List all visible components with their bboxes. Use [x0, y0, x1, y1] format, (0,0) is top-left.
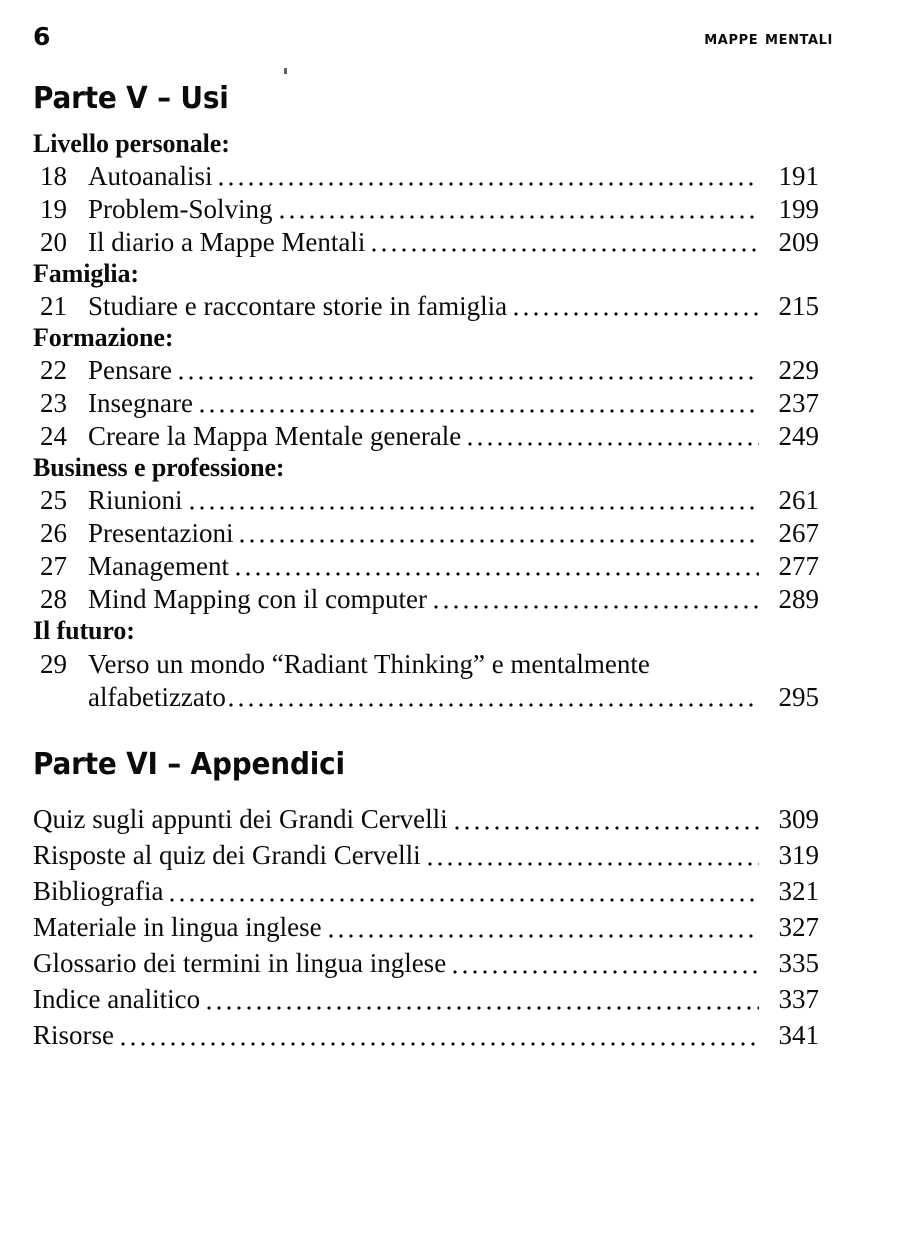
- dot-leader: [465, 426, 759, 453]
- chapter-title: Riunioni: [88, 485, 183, 516]
- chapter-number: 22: [40, 355, 67, 386]
- dot-leader: [277, 199, 759, 226]
- toc-entry[interactable]: [33, 160, 819, 193]
- chapter-number: 23: [40, 388, 67, 419]
- toc-entry[interactable]: [33, 909, 819, 945]
- chapter-number: 29: [40, 648, 67, 679]
- chapter-number: 25: [40, 485, 67, 516]
- section-il-futuro: [33, 616, 819, 713]
- part-title-vi: Parte VI – Appendici: [33, 746, 345, 782]
- entry-page-number: 319: [778, 839, 819, 870]
- entry-page-number: 295: [778, 681, 819, 712]
- entry-page-number: 321: [778, 875, 819, 906]
- dot-leader: [233, 556, 759, 583]
- section-heading: Formazione:: [33, 323, 174, 353]
- toc-entry[interactable]: [33, 801, 819, 837]
- entry-page-number: 215: [778, 291, 819, 322]
- chapter-title: Il diario a Mappe Mentali: [88, 227, 366, 258]
- chapter-title: Pensare: [88, 355, 172, 386]
- chapter-title: Studiare e raccontare storie in famiglia: [88, 291, 508, 322]
- toc-entry[interactable]: [33, 945, 819, 981]
- chapter-title: Creare la Mappa Mentale generale: [88, 421, 462, 452]
- chapter-number: 28: [40, 584, 67, 615]
- entry-page-number: 249: [778, 421, 819, 452]
- toc-entry[interactable]: [33, 837, 819, 873]
- entry-page-number: 277: [778, 551, 819, 582]
- entry-page-number: 199: [778, 194, 819, 225]
- chapter-number: 24: [40, 421, 67, 452]
- appendix-entry-list: [33, 801, 819, 1053]
- entry-page-number: 327: [778, 911, 819, 942]
- entry-page-number: 341: [778, 1019, 819, 1050]
- toc-entry[interactable]: [33, 193, 819, 226]
- toc-entry[interactable]: [33, 550, 819, 583]
- section-formazione: [33, 323, 819, 453]
- dot-leader: [197, 393, 759, 420]
- dot-leader: [425, 846, 759, 873]
- chapter-title-line-1: Verso un mondo “Radiant Thinking” e mentalmente: [88, 648, 650, 679]
- toc-entry[interactable]: [33, 290, 819, 323]
- chapter-number: 20: [40, 227, 67, 258]
- entry-page-number: 335: [778, 947, 819, 978]
- entry-page-number: 229: [778, 355, 819, 386]
- section-famiglia: [33, 259, 819, 323]
- chapter-title: Mind Mapping con il computer: [88, 584, 427, 615]
- toc-entry[interactable]: [33, 873, 819, 909]
- chapter-title-line-2: alfabetizzato: [88, 681, 226, 712]
- toc-entry[interactable]: [33, 981, 819, 1017]
- dot-leader: [226, 687, 759, 714]
- toc-entry[interactable]: [33, 484, 819, 517]
- toc-content: [33, 82, 819, 1053]
- entry-page-number: 289: [778, 584, 819, 615]
- toc-entry[interactable]: [33, 226, 819, 259]
- section-heading: Business e professione:: [33, 453, 285, 483]
- part-title-v: Parte V – Usi: [33, 81, 229, 116]
- entry-page-number: 191: [778, 161, 819, 192]
- toc-entry-line-2: [33, 681, 819, 714]
- dot-leader: [204, 990, 759, 1017]
- section-heading: Famiglia:: [33, 259, 139, 289]
- running-head: [33, 24, 833, 58]
- appendix-title: Quiz sugli appunti dei Grandi Cervelli: [33, 803, 448, 834]
- page-number-folio: 6: [33, 22, 50, 51]
- section-livello-personale: [33, 129, 819, 259]
- dot-leader: [431, 589, 759, 616]
- dot-leader: [237, 523, 759, 550]
- appendix-title: Indice analitico: [33, 983, 201, 1014]
- running-head-title: mappe mentali: [704, 28, 833, 49]
- appendix-title: Bibliografia: [33, 875, 164, 906]
- dot-leader: [187, 490, 759, 517]
- section-business-e-professione: [33, 453, 819, 616]
- section-heading: Livello personale:: [33, 129, 230, 158]
- scan-speck: [284, 68, 287, 74]
- toc-entry-line-1: [33, 648, 819, 681]
- toc-entry[interactable]: [33, 387, 819, 420]
- dot-leader: [511, 296, 759, 323]
- entry-page-number: 309: [778, 803, 819, 834]
- chapter-title: Problem-Solving: [88, 194, 273, 225]
- appendix-title: Glossario dei termini in lingua inglese: [33, 947, 447, 978]
- chapter-number: 26: [40, 518, 67, 549]
- dot-leader: [118, 1026, 759, 1053]
- appendix-title: Risorse: [33, 1019, 114, 1050]
- dot-leader: [450, 954, 759, 981]
- chapter-number: 18: [40, 161, 67, 192]
- dot-leader: [176, 360, 759, 387]
- chapter-title: Insegnare: [88, 388, 193, 419]
- chapter-number: 21: [40, 291, 67, 322]
- entry-page-number: 261: [778, 485, 819, 516]
- dot-leader: [216, 166, 759, 193]
- chapter-number: 19: [40, 194, 67, 225]
- toc-entry[interactable]: [33, 1017, 819, 1053]
- toc-entry[interactable]: [33, 420, 819, 453]
- chapter-title: Autoanalisi: [88, 161, 213, 192]
- chapter-title: Management: [88, 551, 229, 582]
- toc-entry[interactable]: [33, 648, 819, 714]
- dot-leader: [326, 918, 759, 945]
- toc-entry[interactable]: [33, 583, 819, 616]
- entry-page-number: 267: [778, 518, 819, 549]
- entry-page-number: 237: [778, 388, 819, 419]
- appendix-title: Risposte al quiz dei Grandi Cervelli: [33, 839, 421, 870]
- dot-leader: [452, 810, 759, 837]
- appendix-title: Materiale in lingua inglese: [33, 911, 322, 942]
- dot-leader: [167, 882, 759, 909]
- dot-leader: [369, 232, 759, 259]
- section-heading: Il futuro:: [33, 616, 135, 646]
- chapter-title: Presentazioni: [88, 518, 234, 549]
- toc-entry[interactable]: [33, 354, 819, 387]
- entry-page-number: 337: [778, 983, 819, 1014]
- entry-page-number: 209: [778, 227, 819, 258]
- toc-entry[interactable]: [33, 517, 819, 550]
- chapter-number: 27: [40, 551, 67, 582]
